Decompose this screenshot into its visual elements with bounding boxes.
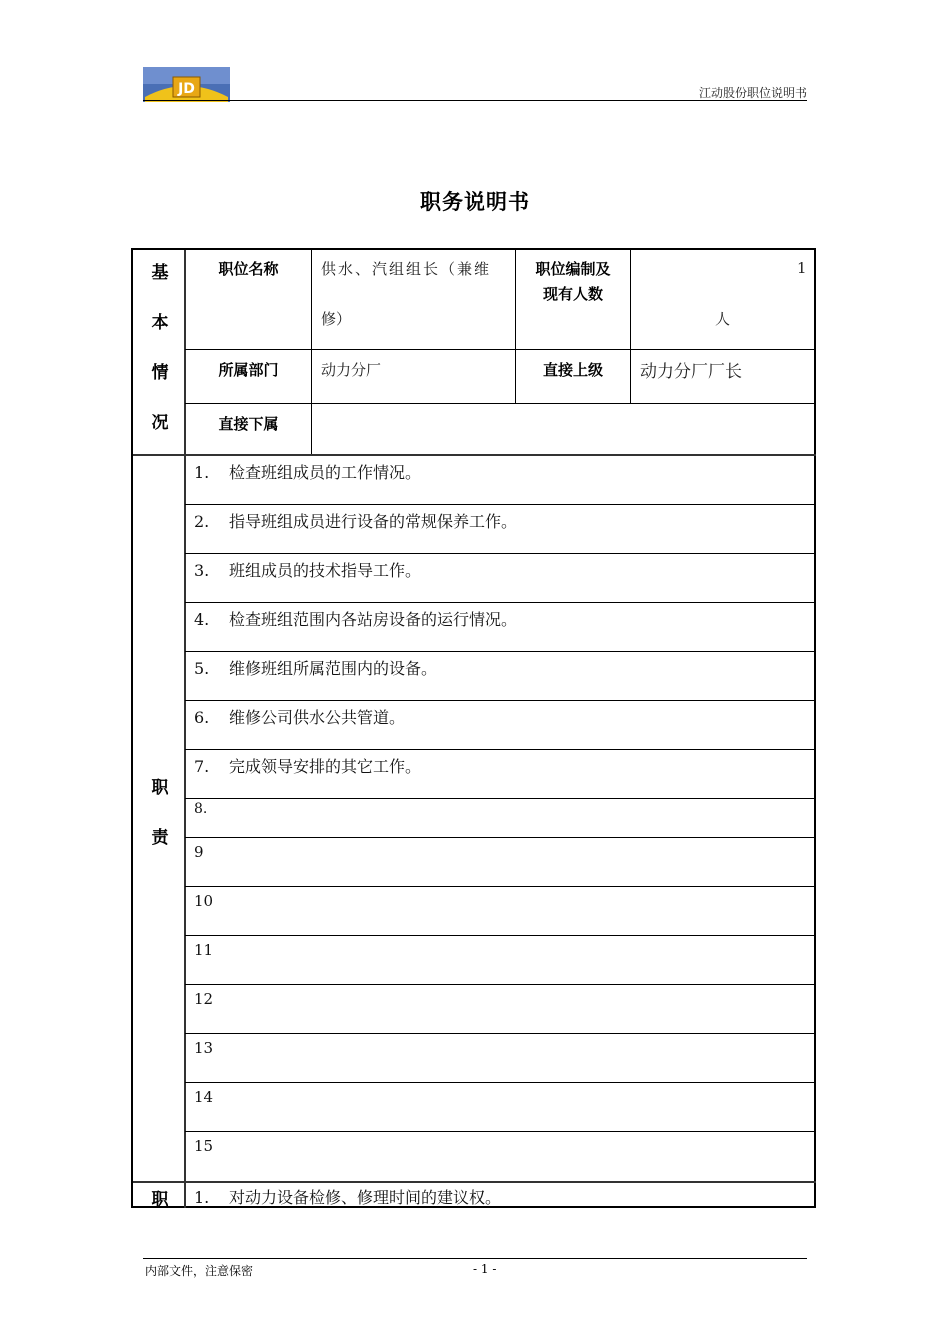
basic-section-char: 本 [151,313,169,333]
duty-row-line [185,1131,815,1132]
duty-item: 10 [194,892,214,910]
superior-label: 直接上级 [542,361,603,379]
duty-row-line [185,798,815,799]
section-divider [184,250,186,1208]
duty-item: 7. 完成领导安排的其它工作。 [194,757,422,776]
headcount-label: 职位编制及 [535,260,611,278]
position-name-value-cont: 修） [321,310,352,328]
duty-item: 15 [194,1137,214,1155]
basic-section-char: 况 [151,413,169,433]
duty-row-line [185,935,815,936]
headcount-number: 1 [797,259,807,277]
duty-item: 3. 班组成员的技术指导工作。 [194,561,422,580]
duty-row-line [185,553,815,554]
duty-item: 9 [194,843,204,861]
row-line [185,403,815,404]
duty-row-line [185,837,815,838]
duty-item: 14 [194,1088,214,1106]
duties-section-char: 责 [151,828,169,848]
section-line [133,1181,816,1183]
duty-item: 2. 指导班组成员进行设备的常规保养工作。 [194,512,518,531]
duty-row-line [185,504,815,505]
section-line [133,454,816,456]
duty-item: 1. 检查班组成员的工作情况。 [194,463,422,482]
duty-row-line [185,700,815,701]
headcount-label-cont: 现有人数 [542,285,603,303]
company-logo [143,67,230,102]
headcount-unit: 人 [715,310,731,328]
superior-value: 动力分厂厂长 [640,362,742,382]
department-label: 所属部门 [218,361,279,379]
confidential-notice: 内部文件，注意保密 [145,1264,254,1278]
duty-item: 5. 维修班组所属范围内的设备。 [194,659,438,678]
duty-item: 8. [194,801,208,817]
duties-section-char: 职 [151,778,169,798]
duty-row-line [185,984,815,985]
rights-section-char: 职 [151,1190,169,1210]
col-line [311,250,312,454]
job-description-table [131,248,816,1208]
position-name-label: 职位名称 [218,260,279,278]
page-title: 职务说明书 [420,190,530,214]
duty-item: 6. 维修公司供水公共管道。 [194,708,406,727]
duty-row-line [185,886,815,887]
logo-text: JD [178,81,195,97]
basic-section-char: 情 [151,363,169,383]
basic-section-char: 基 [151,263,169,283]
row-line [185,349,815,350]
page-number: - 1 - [473,1262,497,1276]
document-header: 江动股份职位说明书 [698,86,807,100]
duty-row-line [185,1033,815,1034]
duty-item: 11 [194,941,214,959]
col-line [630,250,631,403]
duty-row-line [185,602,815,603]
duty-item: 12 [194,990,214,1008]
header-rule [143,100,807,101]
department-value: 动力分厂 [321,361,382,379]
duty-row-line [185,749,815,750]
duty-item: 4. 检查班组范围内各站房设备的运行情况。 [194,610,518,629]
position-name-value: 供水、汽组组长（兼维 [321,260,492,278]
duty-item: 13 [194,1039,214,1057]
duty-row-line [185,1082,815,1083]
duty-row-line [185,651,815,652]
subordinate-label: 直接下属 [218,415,279,433]
rights-item: 1. 对动力设备检修、修理时间的建议权。 [194,1188,502,1207]
footer-rule [143,1258,807,1259]
